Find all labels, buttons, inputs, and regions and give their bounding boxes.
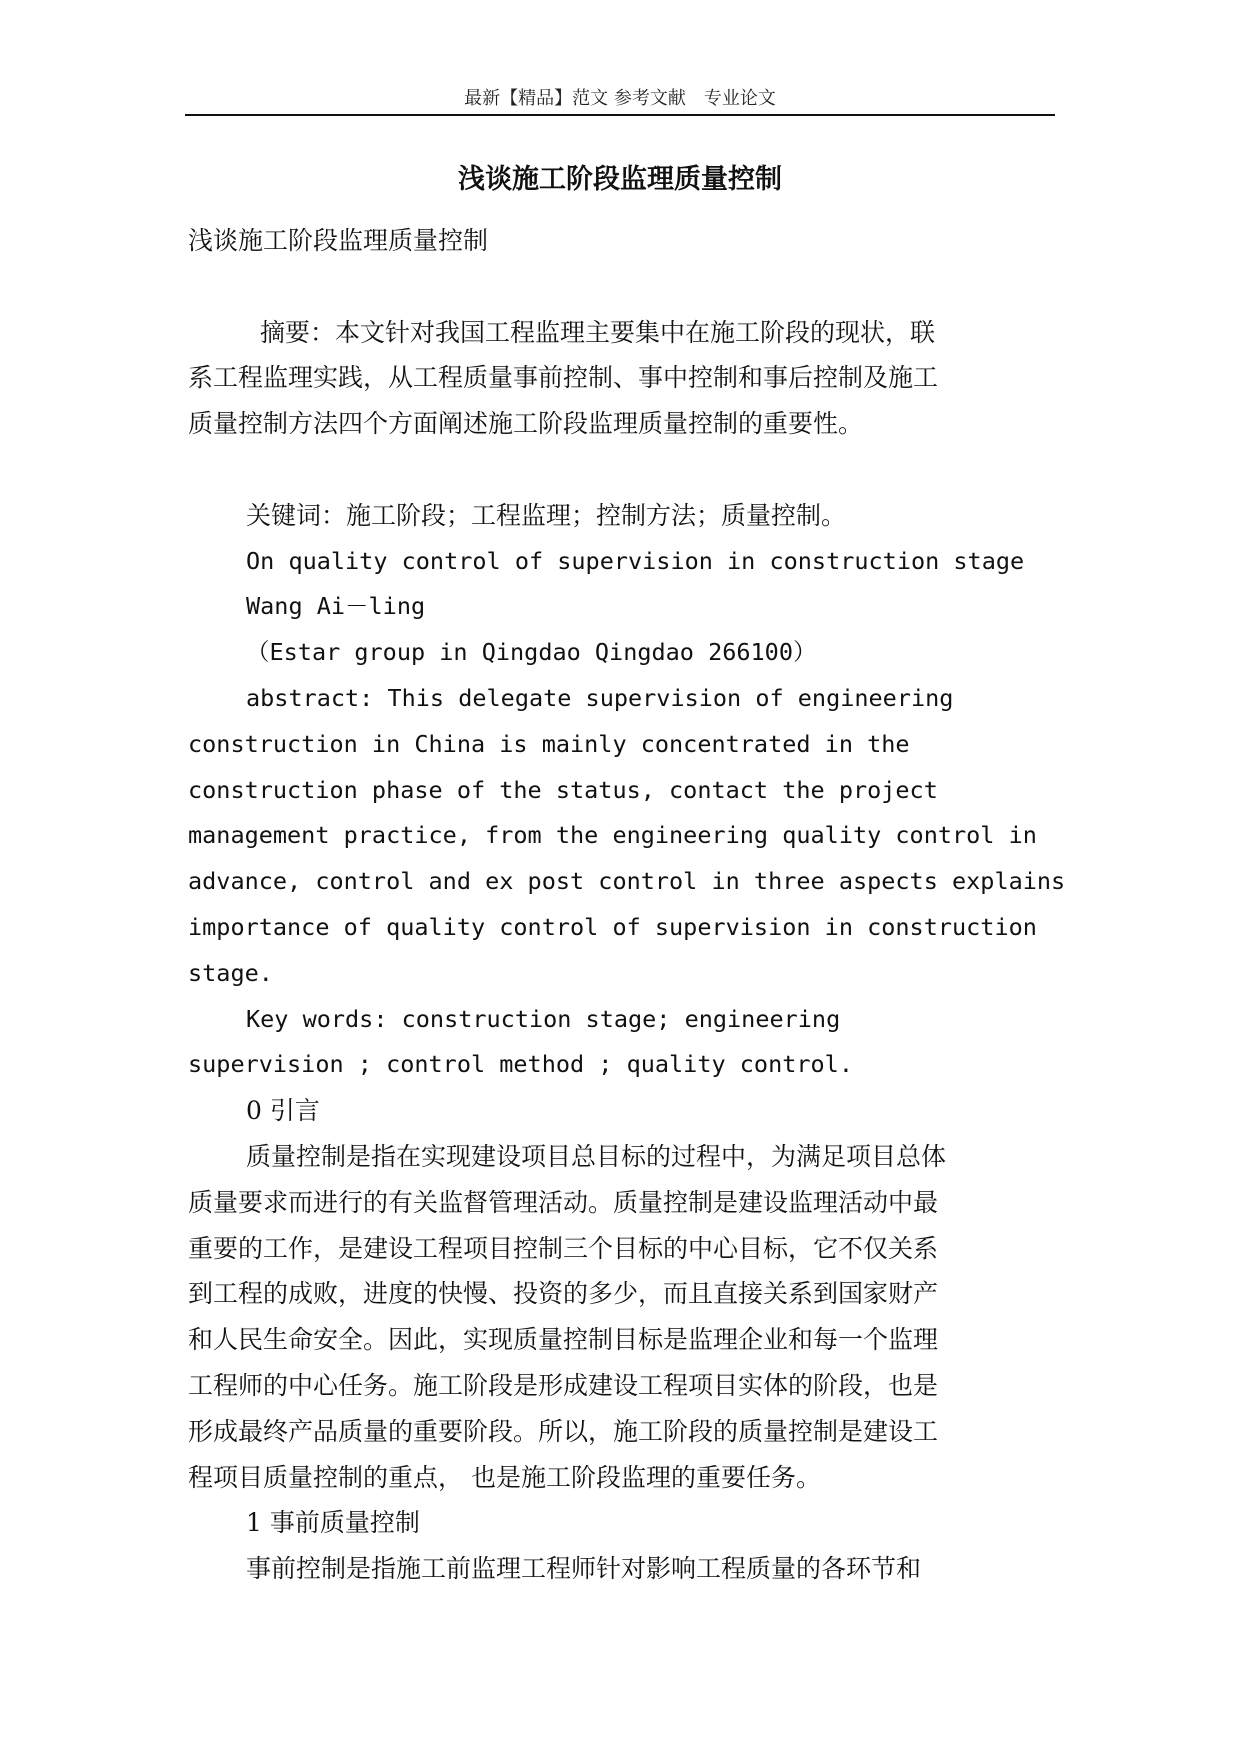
paragraph-line: 重要的工作，是建设工程项目控制三个目标的中心目标，它不仅关系 <box>188 1233 939 1263</box>
abstract-en-line: importance of quality control of supervision in construction <box>188 912 1037 941</box>
paragraph-line: 质量控制是指在实现建设项目总目标的过程中，为满足项目总体 <box>246 1141 947 1171</box>
document-title: 浅谈施工阶段监理质量控制 <box>458 164 782 195</box>
spacer <box>188 264 1108 310</box>
section-heading-introduction: 0 引言 <box>246 1096 320 1126</box>
abstract-en-line: construction phase of the status, contact the project <box>188 775 938 804</box>
abstract-en-line: construction in China is mainly concentrated in the <box>188 729 910 758</box>
paragraph-line: 质量要求而进行的有关监督管理活动。质量控制是建设监理活动中最 <box>188 1187 939 1217</box>
keywords-en-line: supervision ; control method ; quality control. <box>188 1050 853 1079</box>
abstract-cn-line: 系工程监理实践，从工程质量事前控制、事中控制和事后控制及施工 <box>188 363 939 393</box>
abstract-en-line: management practice, from the engineering quality control in <box>188 821 1037 850</box>
page-header: 最新【精品】范文 参考文献 专业论文 <box>464 88 776 109</box>
section-heading-pre-control: 1 事前质量控制 <box>246 1508 420 1538</box>
paragraph-line: 工程师的中心任务。施工阶段是形成建设工程项目实体的阶段，也是 <box>188 1370 939 1400</box>
paragraph-line: 到工程的成败，进度的快慢、投资的多少，而且直接关系到国家财产 <box>188 1279 939 1309</box>
subtitle: 浅谈施工阶段监理质量控制 <box>188 226 489 255</box>
english-author: Wang Ai－ling <box>246 592 426 621</box>
paragraph-line: 程项目质量控制的重点， 也是施工阶段监理的重要任务。 <box>188 1462 821 1492</box>
abstract-en-line: advance, control and ex post control in three aspects explains <box>188 867 1066 896</box>
keywords-cn: 关键词：施工阶段；工程监理；控制方法；质量控制。 <box>246 500 847 530</box>
document-body <box>188 218 1108 1592</box>
header-divider <box>185 114 1055 116</box>
english-title: On quality control of supervision in construction stage <box>246 546 1025 575</box>
english-affiliation: （Estar group in Qingdao Qingdao 266100） <box>246 638 817 667</box>
keywords-en-line: Key words: construction stage; engineering <box>246 1004 841 1033</box>
abstract-en-line: stage. <box>188 958 273 987</box>
abstract-en-line: abstract: This delegate supervision of engineering <box>246 683 954 712</box>
paragraph-line: 和人民生命安全。因此，实现质量控制目标是监理企业和每一个监理 <box>188 1325 939 1355</box>
spacer <box>188 447 1108 493</box>
abstract-cn-line: 质量控制方法四个方面阐述施工阶段监理质量控制的重要性。 <box>188 409 864 439</box>
abstract-cn-line: 摘要：本文针对我国工程监理主要集中在施工阶段的现状，联 <box>260 317 936 347</box>
paragraph-line: 事前控制是指施工前监理工程师针对影响工程质量的各环节和 <box>246 1554 922 1584</box>
paragraph-line: 形成最终产品质量的重要阶段。所以，施工阶段的质量控制是建设工 <box>188 1416 939 1446</box>
